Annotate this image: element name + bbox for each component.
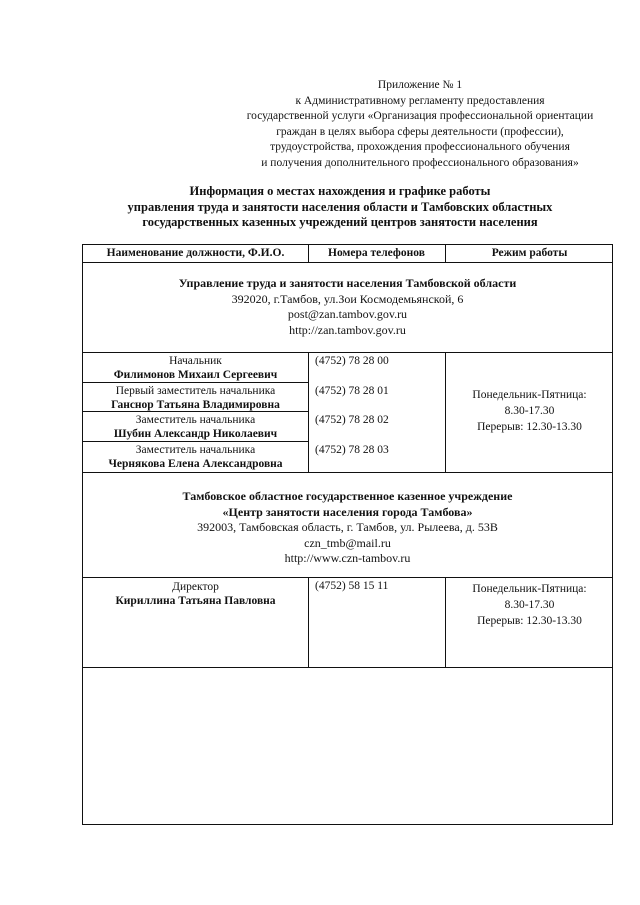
org2-address: 392003, Тамбовская область, г. Тамбов, ул. Рылеева, д. 53В [197,520,498,534]
phone-number: (4752) 78 28 03 [315,444,389,456]
org1-info [83,276,612,338]
title-line: управления труда и занятости населения области и Тамбовских областных [127,199,553,214]
row-divider [83,352,612,353]
org1-email: post@zan.tambov.gov.ru [287,307,408,321]
header-position: Наименование должности, Ф.И.О. [106,247,285,259]
org2-email: czn_tmb@mail.ru [304,535,391,550]
org1-site: http://zan.tambov.gov.ru [289,322,406,337]
person-name: Чернякова Елена Александровна [108,458,283,470]
schedule-break: Перерыв: 12.30-13.30 [477,615,582,627]
table-header [83,245,612,263]
column-divider [308,577,309,667]
title-line: государственных казенных учреждений центров занятости населения [142,215,538,229]
position-title: Директор [172,581,219,593]
column-divider [308,352,309,472]
person-name: Филимонов Михаил Сергеевич [113,369,278,381]
org2-name-line1: Тамбовское областное государственное казенное учреждение [182,489,513,503]
schedule-days: Понедельник-Пятница: [472,389,587,401]
appendix-line: и получения дополнительного профессионального образования» [261,156,579,169]
person-name: Кириллина Татьяна Павловна [115,595,276,607]
header-phones: Номера телефонов [328,247,425,259]
table-row [83,580,308,608]
row-divider [83,382,308,383]
header-divider [445,245,446,263]
row-divider [83,472,612,473]
org1-name: Управление труда и занятости населения Тамбовской области [178,276,517,290]
org2-schedule [445,581,614,629]
position-title: Заместитель начальника [135,444,256,456]
schedule-break: Перерыв: 12.30-13.30 [477,421,582,433]
table-row [83,413,308,441]
person-name: Ганснор Татьяна Владимировна [111,399,280,411]
org2-name-line2: «Центр занятости населения города Тамбова» [222,504,473,519]
org2-site: http://www.czn-tambov.ru [284,551,411,565]
row-divider [83,577,612,578]
header-schedule: Режим работы [491,247,568,259]
table-row [83,384,308,412]
schedule-days: Понедельник-Пятница: [472,583,587,595]
schedule-hours: 8.30-17.30 [504,405,555,417]
position-title: Начальник [169,355,222,367]
phone-number: (4752) 58 15 11 [315,580,389,592]
schedule-hours: 8.30-17.30 [504,599,555,611]
person-name: Шубин Александр Николаевич [113,428,278,440]
org2-info [83,489,612,567]
row-divider [83,667,612,668]
appendix-line: государственной услуги «Организация профессиональной ориентации [246,110,594,122]
phone-number: (4752) 78 28 01 [315,385,389,397]
phone-number: (4752) 78 28 00 [315,355,389,367]
position-title: Заместитель начальника [135,414,256,426]
header-divider [308,245,309,263]
table-row [83,443,308,471]
position-title: Первый заместитель начальника [115,385,276,397]
row-divider [83,441,308,442]
phone-number: (4752) 78 28 02 [315,414,389,426]
table-row [83,354,308,382]
contacts-table [82,244,613,825]
appendix-line: трудоустройства, прохождения профессионального обучения [270,141,570,153]
appendix-line: Приложение № 1 [377,79,463,91]
document-title [60,184,620,231]
org1-address: 392020, г.Тамбов, ул.Зои Космодемьянской, 6 [231,291,464,306]
appendix-line: к Административному регламенту предоставления [295,94,545,107]
appendix-heading [230,78,610,171]
org1-schedule [445,387,614,435]
appendix-line: граждан в целях выбора сферы деятельности (профессии), [276,125,564,138]
title-line: Информация о местах нахождения и графике работы [189,184,491,198]
